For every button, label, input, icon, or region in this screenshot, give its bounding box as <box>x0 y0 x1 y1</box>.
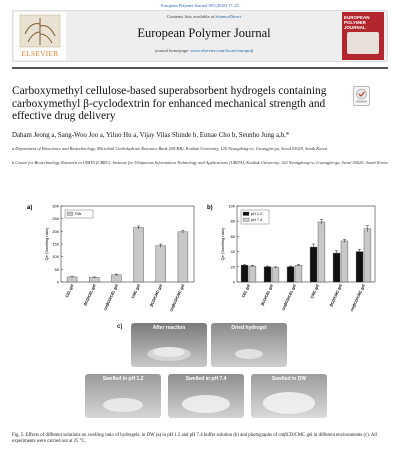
bar <box>341 241 348 282</box>
legend-label: DW <box>75 212 82 217</box>
photo-swelled-ph74 <box>168 374 244 418</box>
bar <box>356 252 363 282</box>
photo-dried-hydrogel <box>211 323 287 367</box>
y-tick-label: 20 <box>230 264 235 270</box>
chart-b <box>205 200 385 320</box>
y-tick-label: 250 <box>52 216 59 222</box>
x-tick-label: CEL gel <box>241 283 251 299</box>
contents-line: Contents lists available at ScienceDirect <box>167 14 241 19</box>
y-tick-label: 40 <box>230 249 235 255</box>
bar <box>111 275 121 282</box>
y-tick-label: 0 <box>232 279 235 285</box>
x-tick-label: CMC gel <box>309 283 320 300</box>
photo-swelled-dw <box>251 374 327 418</box>
photo-swelled-ph12 <box>85 374 161 418</box>
bar <box>178 232 188 282</box>
bar <box>287 267 294 282</box>
bar <box>134 228 144 282</box>
bar <box>272 268 279 282</box>
homepage-line: journal homepage: www.elsevier.com/locate/europolj <box>154 48 254 53</box>
legend-swatch <box>67 212 73 216</box>
x-tick-label: βCD/CEL gel <box>260 283 274 307</box>
y-axis-label: Qe (Swelling ratio) <box>44 227 49 261</box>
elsevier-logo <box>14 12 66 60</box>
cover-image <box>347 32 379 54</box>
y-axis-label: Qe (Swelling ratio) <box>220 227 225 261</box>
header-divider <box>12 67 388 69</box>
publisher-wordmark: ELSEVIER <box>21 50 59 58</box>
figure-5 <box>25 200 385 428</box>
x-tick-label: βCD/CMC gel <box>329 283 343 308</box>
photo-label: Swelled in pH 7.4 <box>185 376 227 382</box>
sciencedirect-link[interactable]: ScienceDirect <box>215 14 241 19</box>
y-tick-label: 100 <box>228 203 235 209</box>
bar <box>156 246 166 282</box>
cover-title: EUROPEAN POLYMER JOURNAL <box>344 15 370 30</box>
x-tick-label: cmβCD/CEL gel <box>103 283 119 312</box>
journal-title: European Polymer Journal <box>137 26 271 40</box>
bar <box>249 266 256 282</box>
y-tick-label: 100 <box>52 254 59 260</box>
article-title: Carboxymethyl cellulose-based superabsorbent hydrogels containing carboxymethyl β-cyclodextrin for enhanced mechanical strength and effective drug delivery <box>12 85 327 123</box>
panel-c-label: c) <box>117 324 123 330</box>
photo-label: After reaction <box>152 325 186 331</box>
x-tick-label: βCD/CEL gel <box>83 283 97 307</box>
homepage-link[interactable]: www.elsevier.com/locate/europolj <box>190 48 254 53</box>
author-list: Daham Jeong a, Sang-Woo Joo a, Yiluo Hu a, Vijay Vilas Shinde b, Eunae Cho b, Seunho Jung a,b,* <box>12 132 290 139</box>
y-tick-label: 60 <box>230 233 235 239</box>
journal-cover-thumbnail <box>342 12 384 60</box>
figure-caption: Fig. 5. Effects of different solutions on swelling ratio of hydrogels: in DW (a) in pH 1.2 and pH 7.4 buffer solution (b) and photographs of cmβCD/CMC gel in different environments (c). All experiments were carried out at 25 °C. <box>12 433 378 445</box>
chart-a <box>25 200 200 320</box>
y-tick-label: 150 <box>52 241 59 247</box>
panel-label: b) <box>207 205 213 211</box>
panel-label: a) <box>27 205 33 211</box>
legend-swatch <box>243 218 249 222</box>
bar <box>241 265 248 282</box>
legend-label: pH 7.4 <box>251 218 263 223</box>
bar <box>67 277 77 282</box>
y-tick-label: 300 <box>52 203 59 209</box>
affiliation-b: b Center for Biotechnology Research in UBITA (CBRU), Institute for Ubiquitous Information Technology and Applications (UBITA), Konkuk University, 120 Neungdong-ro, Gwangjin-gu, Seoul 05029, South Korea <box>12 160 388 165</box>
bar <box>89 277 99 282</box>
citation-line: European Polymer Journal 105 (2018) 17–25 <box>161 3 239 8</box>
photo-label: Swelled in pH 1.2 <box>102 376 144 382</box>
y-tick-label: 80 <box>230 218 235 224</box>
photo-after-reaction <box>131 323 207 367</box>
legend-swatch <box>243 212 249 216</box>
bar <box>295 265 302 282</box>
x-tick-label: CEL gel <box>64 283 75 299</box>
bar <box>310 247 317 282</box>
bar <box>264 267 271 282</box>
photo-label: Dried hydrogel <box>231 325 267 331</box>
affiliation-a: a Department of Bioscience and Biotechnology, Microbial Carbohydrate Resource Bank (MCRB), Konkuk University, 120 Neungdong-ro, Gwangjin-gu, Seoul 05029, South Korea <box>12 146 328 151</box>
bar <box>333 253 340 282</box>
x-tick-label: cmβCD/CMC gel <box>169 283 186 313</box>
x-tick-label: CMC gel <box>130 283 141 300</box>
x-tick-label: cmβCD/CMC gel <box>349 283 366 313</box>
y-tick-label: 50 <box>54 266 59 272</box>
y-tick-label: 0 <box>56 279 59 285</box>
legend-label: pH 1.2 <box>251 212 263 217</box>
journal-masthead <box>66 12 342 53</box>
y-tick-label: 200 <box>52 228 59 234</box>
bar <box>364 229 371 282</box>
crossmark-icon[interactable] <box>353 86 370 106</box>
bar <box>318 222 325 282</box>
x-tick-label: cmβCD/CEL gel <box>281 283 297 312</box>
photo-label: Swelled in DW <box>271 376 307 382</box>
x-tick-label: βCD/CMC gel <box>149 283 164 308</box>
